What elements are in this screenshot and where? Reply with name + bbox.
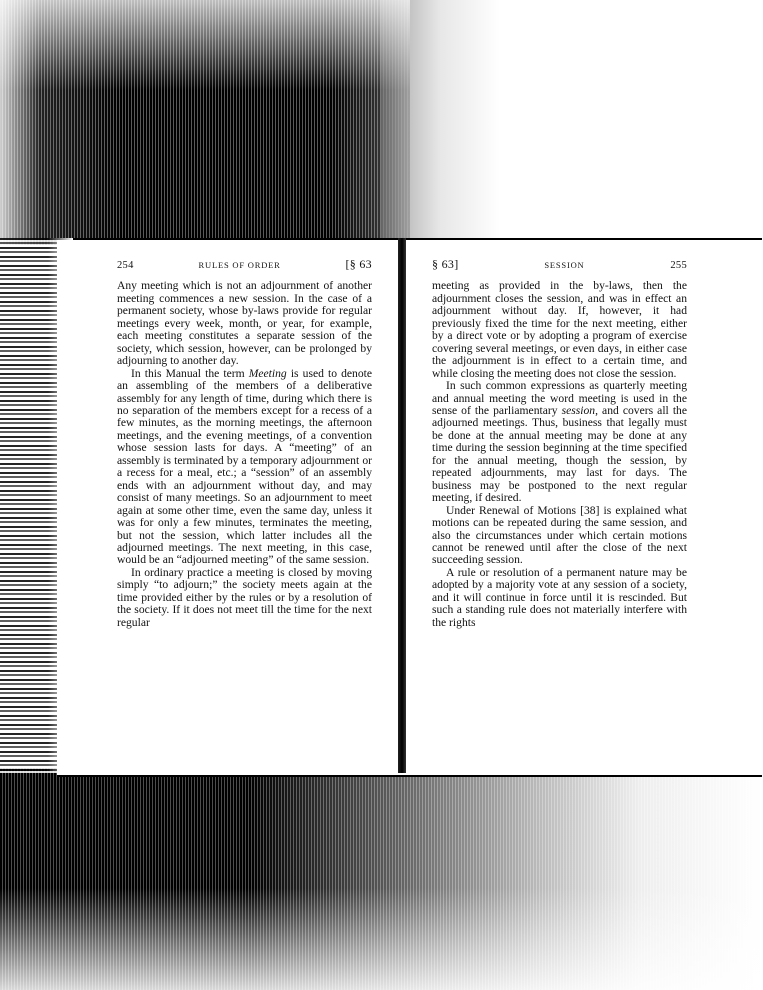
paragraph: In this Manual the term Meeting is used to denote an assembling of the members of a deliberative assembly for any length of time, during which there is no separation of the members except for a recess of a few minutes, as the morning meetings, the afternoon meetings, and the evening meetings, of a convention whose session lasts for days. A “meeting” of an assembly is terminated by a temporary adjournment or a recess for a meal, etc.; a “session” of an assembly ends with an adjournment without day, and may consist of many meetings. So an adjournment to meet again at some other time, even the same day, unless it was for only a few minutes, terminates the meeting, but not the session, which latter includes all the adjourned meetings. The next meeting, in this case, would be an “adjourned meeting” of the same session. xyxy=(117,366,373,567)
right-page xyxy=(432,258,687,629)
left-running-head xyxy=(117,258,372,272)
section-mark: § 63] xyxy=(432,257,459,271)
emphasis: Meeting xyxy=(248,366,287,380)
paragraph: Any meeting which is not an adjournment of another meeting commences a new session. In the case of a permanent society, whose by-laws provide for regular meetings every week, month, or year, for example, each meeting constitutes a separate session of the society, which session, however, can be prolonged by adjourning to another day. xyxy=(117,279,372,368)
right-running-head xyxy=(432,258,687,272)
book-gutter xyxy=(398,238,406,773)
section-mark: [§ 63 xyxy=(345,257,372,271)
page-number: 254 xyxy=(117,260,134,271)
page-number: 255 xyxy=(670,260,687,271)
left-page xyxy=(117,258,372,629)
paragraph: In ordinary practice a meeting is closed by moving simply “to adjourn;” the society meets again at the time provided either by the rules or by a resolution of the society. If it does not meet till the time for the next regular xyxy=(117,565,372,629)
running-title: RULES OF ORDER xyxy=(198,260,281,270)
scan-fade-bottom xyxy=(0,768,763,990)
paragraph: A rule or resolution of a permanent nature may be adopted by a majority vote at any session of a society, and it will continue in force until it is rescinded. But such a standing rule does not materially interfere with the rights xyxy=(432,565,687,629)
running-title: SESSION xyxy=(544,260,585,270)
paragraph: In such common expressions as quarterly meeting and annual meeting the word meeting is used in the sense of the parliamentary session, and covers all the adjourned meetings. Thus, business that legally must be done at the annual meeting may be done at any time during the session beginning at the time specified for the annual meeting, though the session, by repeated adjournments, may last for days. The business may be postponed to the next regular meeting, if desired. xyxy=(432,379,687,505)
emphasis: session xyxy=(561,403,596,417)
paragraph: Under Renewal of Motions [38] is explained what motions can be repeated during the same session, and also the circumstances under which certain motions cannot be renewed until after the close of the next succeeding session. xyxy=(432,503,687,567)
page-edge-mask xyxy=(48,238,73,773)
paragraph: meeting as provided in the by-laws, then the adjournment closes the session, and was in effect an adjournment without day. If, however, it had previously fixed the time for the next meeting, either by a direct vote or by adopting a program of exercise covering several meetings, or even days, in either case the adjournment is in effect to a certain time, and while closing the meeting does not close the session. xyxy=(432,279,687,380)
scan-fade-top xyxy=(0,0,410,90)
